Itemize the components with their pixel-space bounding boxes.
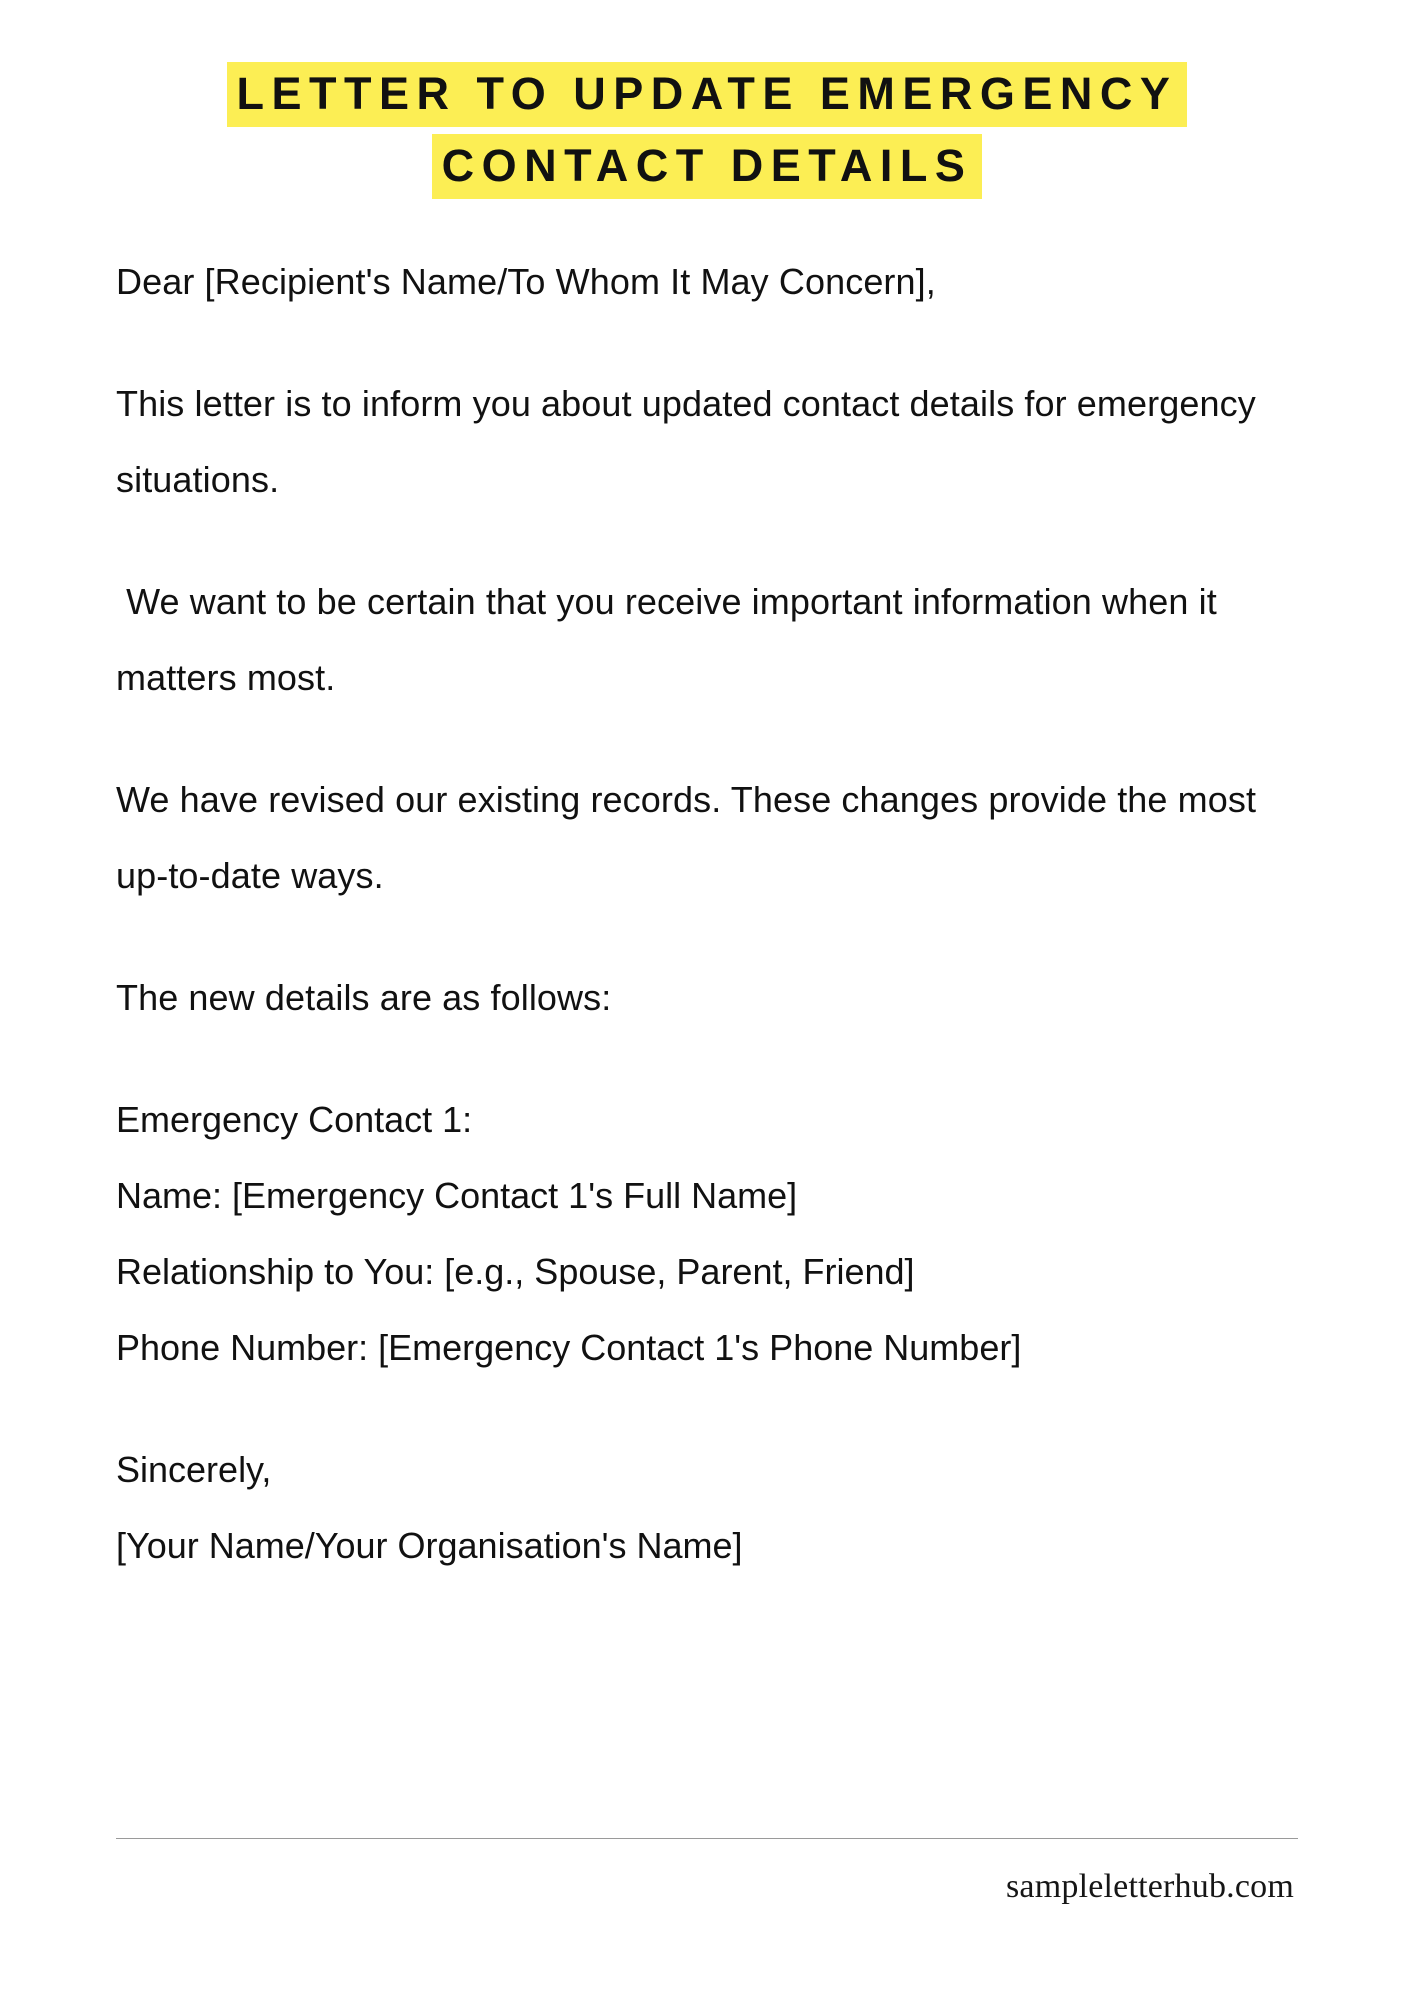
page-title-line-1: [116, 58, 1298, 130]
footer-site-name: sampleletterhub.com: [1006, 1868, 1294, 1905]
salutation-line: Dear [Recipient's Name/To Whom It May Concern],: [116, 261, 936, 302]
emergency-contact-block: [116, 1082, 1298, 1386]
page-title-line-2-highlight: CONTACT DETAILS: [432, 134, 983, 199]
emergency-contact-heading: Emergency Contact 1:: [116, 1099, 473, 1140]
page-title-line-2: [116, 130, 1298, 202]
letter-content: [116, 0, 1298, 2000]
page-title-line-1-highlight: LETTER TO UPDATE EMERGENCY: [227, 62, 1188, 127]
body-paragraph-3: We have revised our existing records. These changes provide the most up-to-date ways.: [116, 779, 1267, 896]
valediction: Sincerely,: [116, 1449, 272, 1490]
footer-divider: [116, 1838, 1298, 1839]
body-paragraph-1: This letter is to inform you about updated contact details for emergency situations.: [116, 383, 1266, 500]
signature-name: [Your Name/Your Organisation's Name]: [116, 1525, 743, 1566]
emergency-contact-phone-field: Phone Number: [Emergency Contact 1's Phone Number]: [116, 1327, 1022, 1368]
closing-block: [116, 1432, 1298, 1584]
letter-body: [116, 244, 1298, 1584]
emergency-contact-relationship-field: Relationship to You: [e.g., Spouse, Parent, Friend]: [116, 1251, 915, 1292]
page-title: [116, 0, 1298, 202]
emergency-contact-name-field: Name: [Emergency Contact 1's Full Name]: [116, 1175, 798, 1216]
body-paragraph-2: We want to be certain that you receive important information when it matters most.: [116, 581, 1227, 698]
body-paragraph-4: The new details are as follows:: [116, 977, 612, 1018]
page-footer: [116, 1838, 1298, 1909]
